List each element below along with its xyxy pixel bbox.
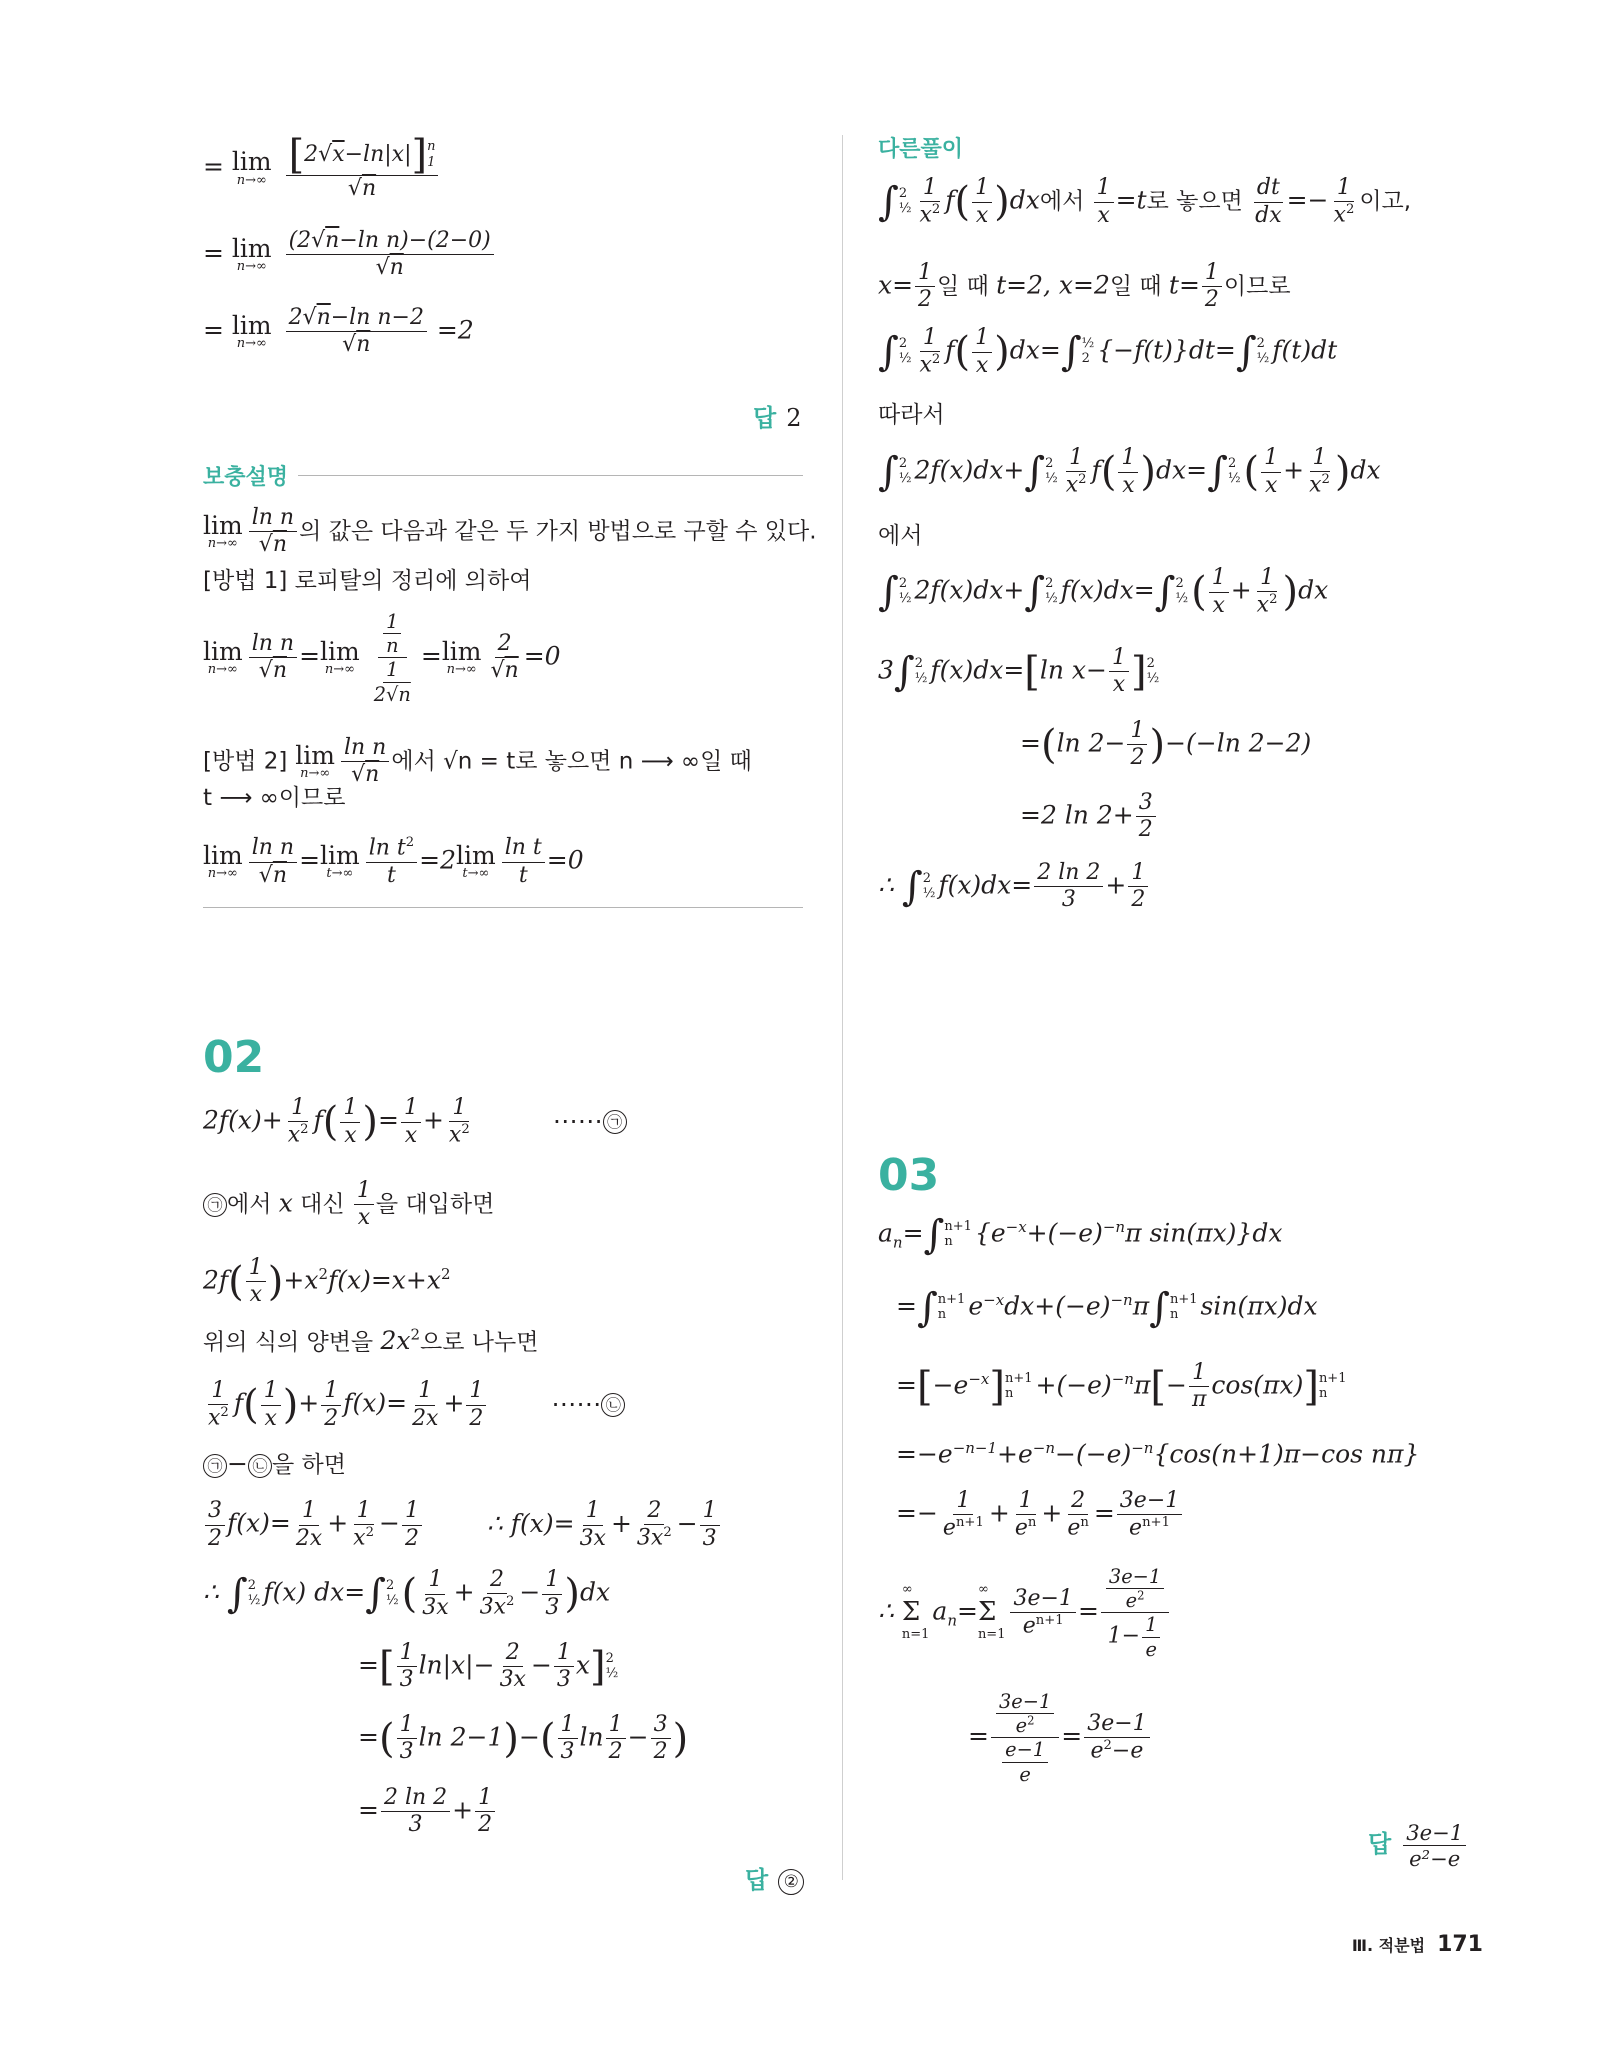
supplement-heading: 보충설명 [203,465,289,490]
supplement-bottom-rule [203,907,803,908]
answer-tag: 답 [753,404,777,432]
p02-integral-line-2: =[ $\frac{1}{3}$ ln|x|− $\frac{2}{3x}$ − $\frac{1}{3}$ x] 2 ½ [358,1640,619,1693]
p02-step3: ㉠ − ㉡ 을 하면 [203,1450,346,1479]
answer-denominator: e²−e [1409,1846,1461,1872]
alt-line-8: =2 ln 2+ $\frac{3}{2}$ [1020,790,1158,844]
prev-solution-line-1: = lim n→∞ [2√x−ln|x|] n 1 √n [203,135,440,202]
method1-label: [방법 1] 로피탈의 정리에 의하여 [203,568,532,594]
alt-line-6: 3∫ 2 ½ f(x)dx=[ln x− $\frac{1}{x}$ ] 2 ½ [878,645,1160,698]
method2-math: lim n→∞ $\frac{\text{ln n}}{√n}$ = lim t→∞ $\frac{\ln t^2}{t}$ =2 lim t→∞ $\frac{\text{ln t}}{t}$ =0 [203,835,584,888]
supplement-top-rule [298,475,803,476]
p02-eq3: $\frac{1}{x^2}$ f( $\frac{1}{x}$ )+ $\frac{1}{2}$ f(x)= $\frac{1}{2x}$ + $\frac{1}{2}$ ⋯⋯ ㉡ [203,1378,625,1432]
answer-numerator: 3e−1 [1403,1820,1466,1846]
answer-value: 2 [786,404,802,432]
p02-integral-line-3: =( $\frac{1}{3}$ ln 2−1)−( $\frac{1}{3}$ ln $\frac{1}{2}$ − $\frac{3}{2}$ ) [358,1712,689,1765]
method2-continuation: t ⟶ ∞이므로 [203,785,346,811]
p02-step1: ㉠ 에서 x 대신 $\frac{1}{x}$ 을 대입하면 [203,1178,494,1232]
alt-line-5: ∫ 2 ½ 2f(x)dx+∫ 2 ½ f(x)dx=∫ 2 ½ ( $\frac{1}{x}$ + $\frac{1}{x^2}$ )dx [878,565,1329,618]
p03-answer [1368,1820,1468,1872]
page-footer [1352,1932,1483,1957]
problem-03-number: 03 [878,1150,940,1201]
p03-line-3: $=[-e^{-x}]$ n+1 n $+(-e)^{-n}\pi[-$ $\frac{1}{\pi}$ cos(πx)] n+1 n [896,1360,1347,1413]
page-number: 171 [1437,1932,1483,1957]
alt-line-1: ∫ 2 ½ $\frac{1}{x^2}$ f( $\frac{1}{x}$ )dx에서 $\frac{1}{x}$ =t로 놓으면 $\frac{dt}{dx}$ =− $\frac{1}{x^2}$ 이고, [878,175,1412,228]
supplement-intro: lim n→∞ $\frac{\text{ln n}}{√n}$ 의 값은 다음과 같은 두 가지 방법으로 구할 수 있다. [203,505,817,558]
p03-line-1: $a_n=\int$ n+1 n {$e^{-x}+(-e)^{-n}\pi$ sin(πx)}dx [878,1212,1283,1258]
p03-line-5: =− $\frac{1}{e^{n+1}}$ + $\frac{1}{e^n}$ + $\frac{2}{e^n}$ = $\frac{3e-1}{e^{n+1}}$ [896,1488,1184,1542]
method1-math: lim n→∞ $\frac{\text{ln n}}{√n}$ = lim n→∞ $\frac{\frac{1}{n}}{\frac{1}{2√n}}$ = lim n→∞ $\frac{2}{√n}$ =0 [203,610,561,706]
p03-line-7: = $\frac{\frac{3e-1}{e^2}}{\frac{e-1}{e}}$ = $\frac{3e-1}{e^2-e}$ [968,1690,1152,1786]
answer-value: ② [778,1869,804,1895]
problem-02-number: 02 [203,1032,265,1083]
p02-eq4: $\frac{3}{2}$ f(x)= $\frac{1}{2x}$ + $\frac{1}{x^2}$ − $\frac{1}{2}$ ∴ f(x)= $\frac{1}{3x}$ + $\frac{2}{3x^2}$ − $\frac{1}{3}$ [203,1498,722,1552]
alt-line-4: ∫ 2 ½ 2f(x)dx+∫ 2 ½ $\frac{1}{x^2}$ f( $\frac{1}{x}$ )dx=∫ 2 ½ ( $\frac{1}{x}$ + $\frac{1}{x^2}$ )dx [878,445,1381,498]
alt-line-9: ∴ ∫ 2 ½ f(x)dx= $\frac{2 \ln 2}{3}$ + $\frac{1}{2}$ [878,860,1150,914]
chapter-label: Ⅲ. 적분법 [1351,1936,1426,1955]
alt-line-7: =(ln 2− $\frac{1}{2}$ )−(−ln 2−2) [1020,718,1312,771]
p02-eq1: 2f(x)+ $\frac{1}{x^2}$ f( $\frac{1}{x}$ )= $\frac{1}{x}$ + $\frac{1}{x^2}$ ⋯⋯ ㉠ [203,1095,627,1149]
p03-line-4: $=-e^{-n-1}+e^{-n}-(-e)^{-n}\{\cos(n+1)\pi-\cos$ nπ} [896,1439,1420,1469]
answer-tag: 답 [1368,1830,1392,1859]
column-divider [842,135,843,1880]
prev-answer [753,398,801,433]
method2-line: [방법 2] lim n→∞ $\frac{\text{ln n}}{√n}$ 에서 √n = t로 놓으면 n ⟶ ∞일 때 [203,735,752,788]
p02-integral-line-4: = $\frac{2 \ln 2}{3}$ + $\frac{1}{2}$ [358,1785,497,1839]
alt-from: 에서 [878,523,923,549]
p02-integral-line-1: ∴ ∫ 2 ½ f(x) dx=∫ 2 ½ ( $\frac{1}{3x}$ + $\frac{2}{3x^2}$ − $\frac{1}{3}$ )dx [203,1567,611,1620]
prev-solution-line-2: = lim n→∞ $\frac{\text{(2√n−ln n)−(2−0)}}{√n}$ [203,228,496,282]
prev-solution-line-3: = lim n→∞ $\frac{\text{2√n−ln n−2}}{√n}$ =2 [203,305,474,358]
answer-tag: 답 [745,1866,769,1894]
p03-line-2: =∫ n+1 n $e^{-x}dx+(-e)^{-n}\pi\int$ n+1 n sin(πx)dx [896,1285,1318,1331]
p02-step2: 위의 식의 양변을 $2x^2$으로 나누면 [203,1326,539,1356]
alt-therefore: 따라서 [878,402,945,428]
alt-line-2: x= $\frac{1}{2}$ 일 때 t=2, x=2일 때 t= $\frac{1}{2}$ 이므로 [878,260,1291,313]
p03-line-6: ∴ ∞ Σ n=1 $a_n=$ ∞ Σ n=1 $\frac{3e-1}{e^{n+1}}$ = $\frac{3e-1}{e^2}$ 1− $\frac{1}{e}$ [878,1565,1171,1661]
p02-answer [745,1860,804,1895]
alt-solution-heading: 다른풀이 [878,137,964,162]
alt-line-3: ∫ 2 ½ $\frac{1}{x^2}$ f( $\frac{1}{x}$ )dx=∫ ½ 2 {−f(t)}dt=∫ 2 ½ f(t)dt [878,325,1338,378]
p02-eq2: 2f( $\frac{1}{x}$ )$+x^2f(x)=x+x^2$ [203,1255,451,1308]
